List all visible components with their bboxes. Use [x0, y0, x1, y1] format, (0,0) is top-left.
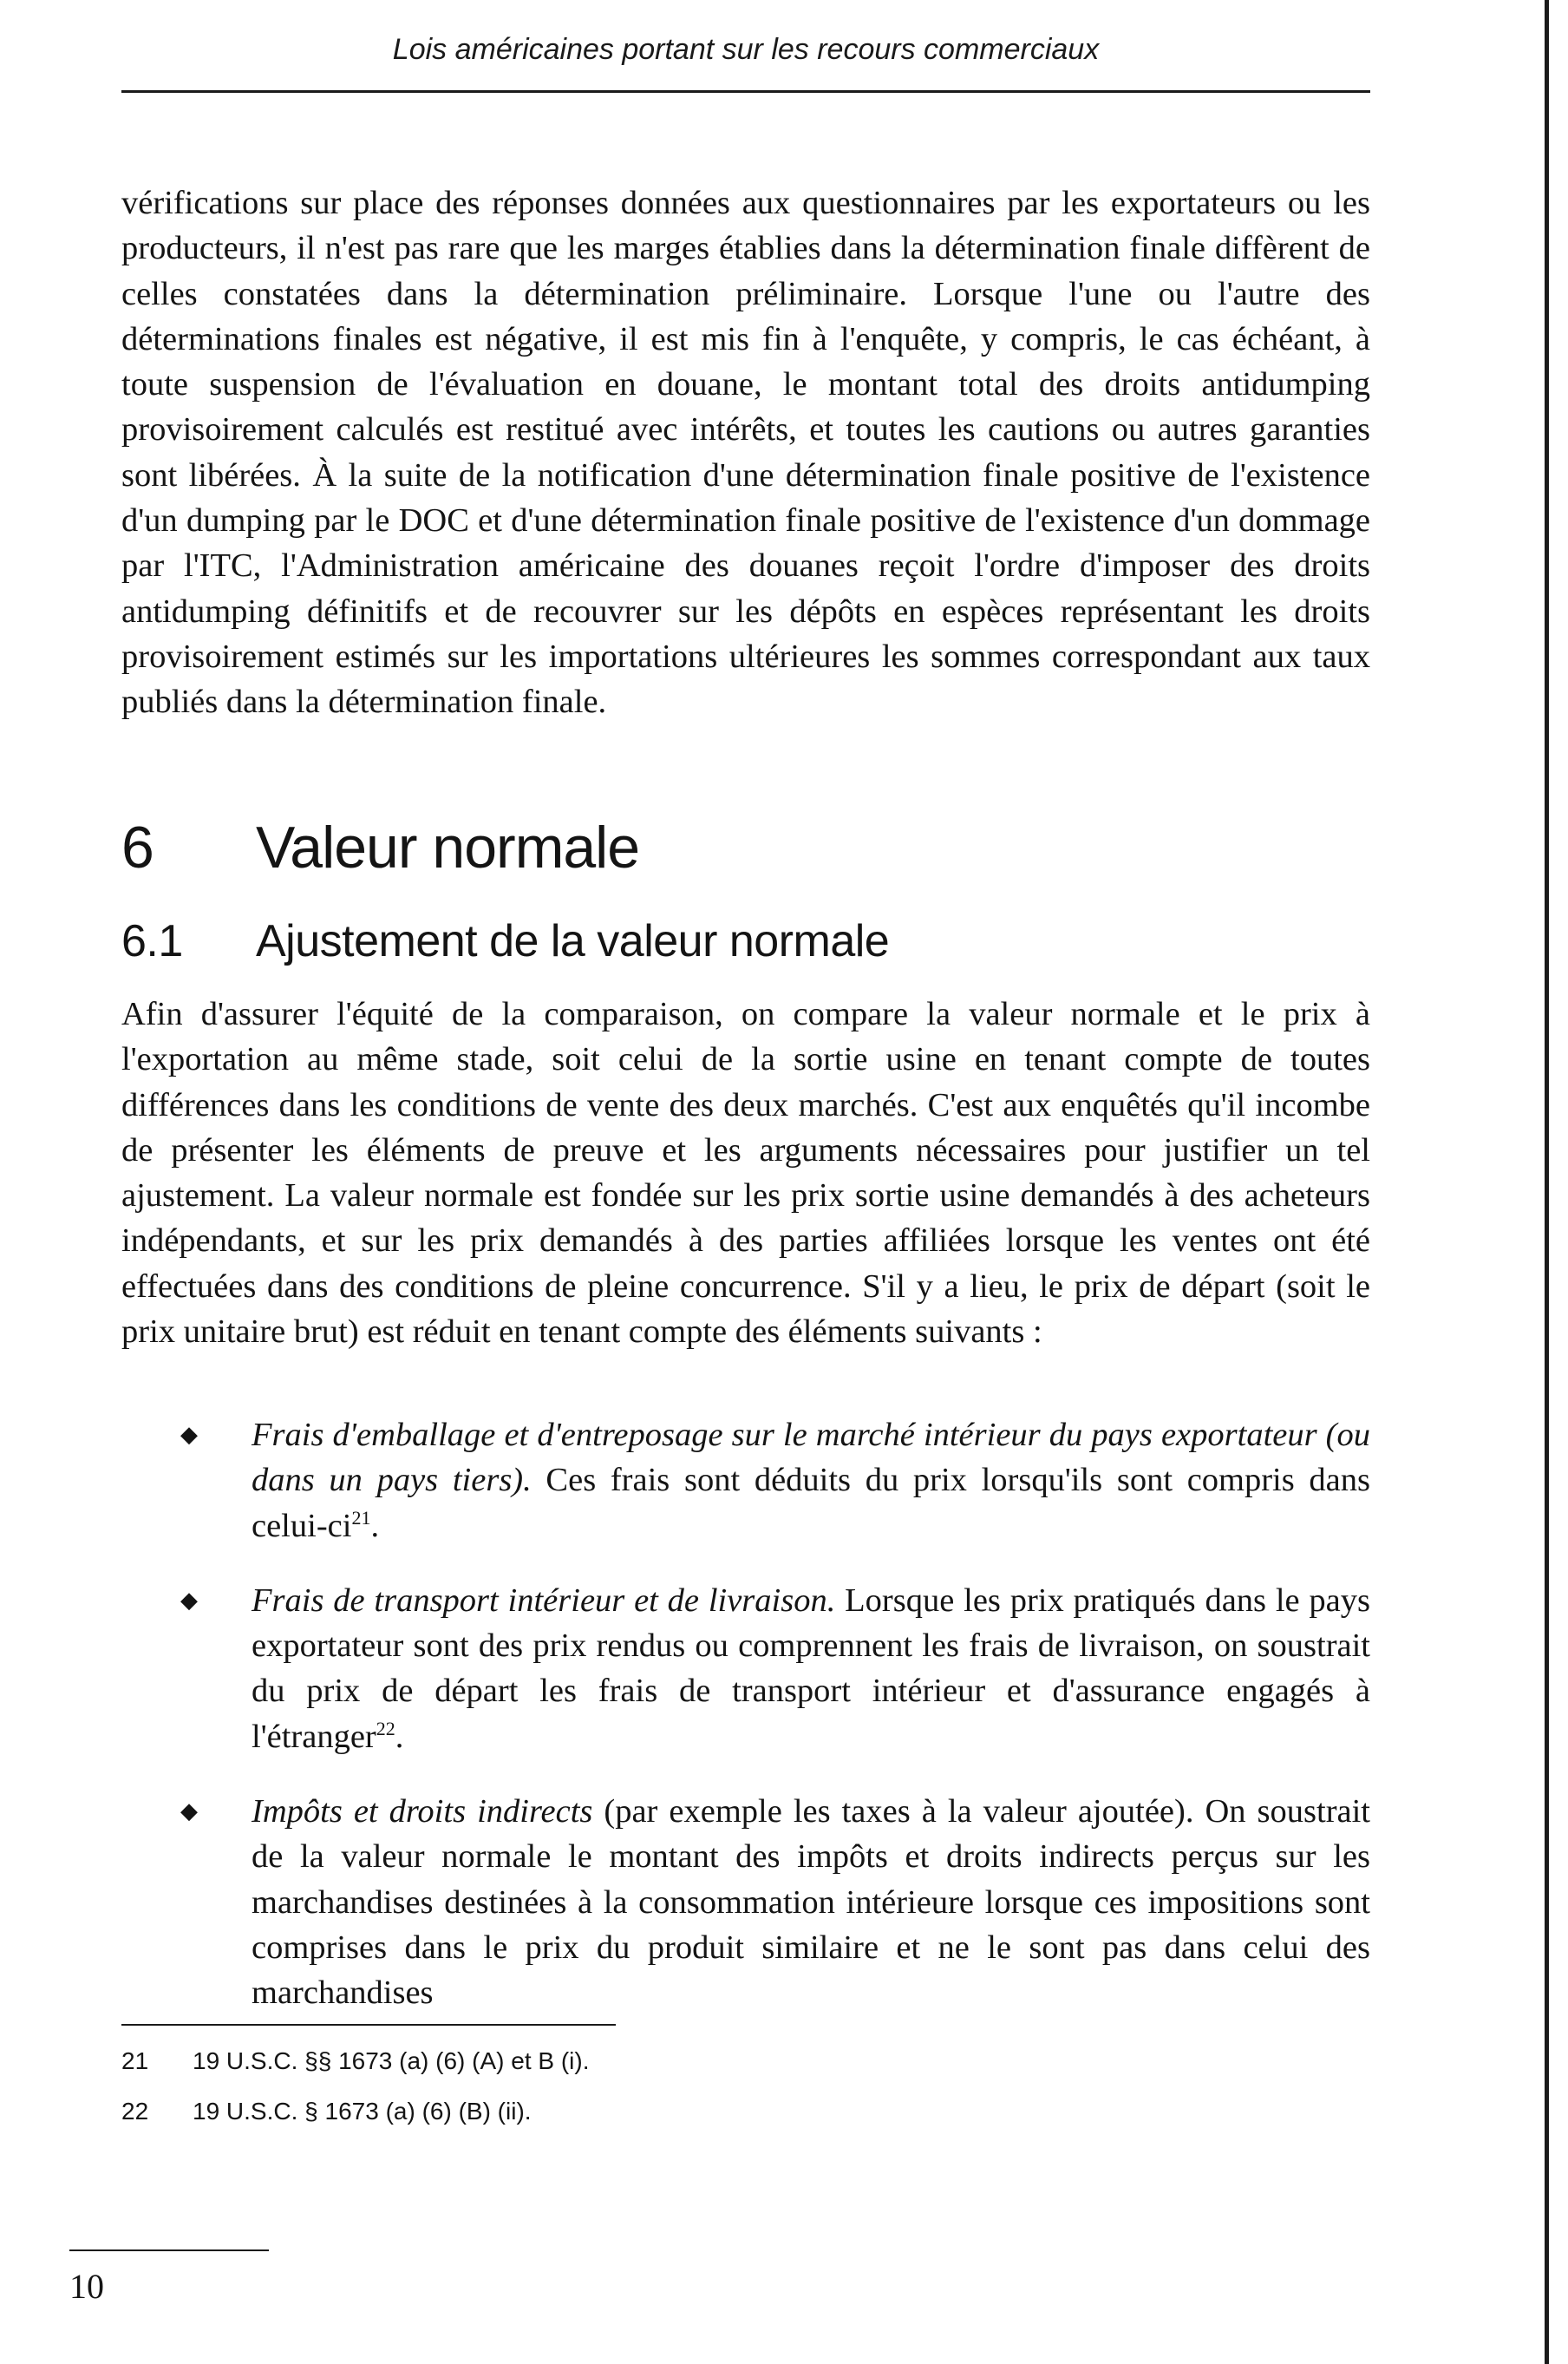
list-item-text: Lorsque les prix pratiqués dans le pays exportateur sont des prix rendus ou comprennent les frais de livraison, on soustrait du prix de départ les frais de transport intérieur et d'assurance engagés à l'étranger [252, 1581, 1370, 1755]
subsection-heading [121, 915, 889, 967]
diamond-bullet-icon: ◆ [180, 1587, 198, 1613]
list-item-text: Ces frais sont déduits du prix lorsqu'ils sont compris dans celui-ci [252, 1462, 1370, 1544]
footnote-ref[interactable]: 22 [376, 1717, 395, 1739]
list-item [121, 1789, 1370, 2015]
list-item-lead: Frais de transport intérieur et de livraison. [252, 1581, 836, 1619]
diamond-bullet-icon: ◆ [180, 1798, 198, 1824]
page-edge-border [1545, 0, 1549, 2364]
subsection-number: 6.1 [121, 916, 183, 966]
list-item-text: (par exemple les taxes à la valeur ajoutée). On soustrait de la valeur normale le montant des impôts et droits indirects perçus sur les marchandises destinées à la consommation intérieure lorsque ces impositions sont comprises dans le prix du produit similaire et ne le sont pas dans celui des marchandises [252, 1793, 1370, 2012]
footnote-number: 22 [121, 2098, 149, 2125]
running-header: Lois américaines portant sur les recours commerciaux [392, 33, 1100, 66]
section-heading [121, 814, 639, 881]
footnote-text: 19 U.S.C. § 1673 (a) (6) (B) (ii). [193, 2098, 532, 2125]
section-number: 6 [121, 815, 154, 881]
subsection-title: Ajustement de la valeur normale [256, 916, 890, 966]
footnote-ref[interactable]: 21 [351, 1506, 371, 1529]
header-rule [121, 90, 1370, 93]
footnote-22 [121, 2098, 989, 2125]
list-item: ◆ Frais de transport intérieur et de livraison. Lorsque les prix pratiqués dans le pays exportateur sont des prix rendus ou comprennent les frais de livraison, on soustrait du prix de départ les frais de transport intérieur et d'assurance engagés à l'étranger$^{22}$. [121, 1578, 1370, 1759]
diamond-bullet-icon: ◆ [180, 1422, 198, 1447]
body-paragraph-continued: vérifications sur place des réponses données aux questionnaires par les exportateurs ou les producteurs, il n'est pas rare que les marges établies dans la détermination finale diffèrent de celles constatées dans la détermination préliminaire. Lorsque l'une ou l'autre des déterminations finales est négative, il est mis fin à l'enquête, y compris, le cas échéant, à toute suspension de l'évaluation en douane, le montant total des droits antidumping provisoirement calculés est restitué avec intérêts, et toutes les cautions ou autres garanties sont libérées. À la suite de la notification d'une détermination finale positive de l'existence d'un dumping par le DOC et d'une détermination finale positive de l'existence d'un dommage par l'ITC, l'Administration américaine des douanes reçoit l'ordre d'imposer des droits antidumping définitifs et de recouvrer sur les dépôts en espèces représentant les droits provisoirement estimés sur les importations ultérieures les sommes correspondant aux taux publiés dans la détermination finale. [121, 185, 1370, 721]
folio-rule [69, 2249, 269, 2251]
list-item-lead: Impôts et droits indirects [252, 1793, 593, 1830]
footnote-21 [121, 2047, 989, 2075]
adjustment-list [121, 1412, 1370, 2046]
section-title: Valeur normale [256, 815, 640, 881]
list-item: ◆ Frais d'emballage et d'entreposage sur le marché intérieur du pays exportateur (ou dans un pays tiers). Ces frais sont déduits du prix lorsqu'ils sont compris dans celui-$ci^{21}$. [121, 1412, 1370, 1549]
body-paragraph-normal-value: Afin d'assurer l'équité de la comparaison, on compare la valeur normale et le prix à l'exportation au même stade, soit celui de la sortie usine en tenant compte de toutes différences dans les conditions de vente des deux marchés. C'est aux enquêtés qu'il incombe de présenter les éléments de preuve et les arguments nécessaires pour justifier un tel ajustement. La valeur normale est fondée sur les prix sortie usine demandés à des acheteurs indépendants, et sur les prix demandés à des parties affiliées lorsque les ventes ont été effectuées dans des conditions de pleine concurrence. S'il y a lieu, le prix de départ (soit le prix unitaire brut) est réduit en tenant compte des éléments suivants : [121, 996, 1370, 1351]
list-item-lead: Frais d'emballage et d'entreposage sur le marché intérieur du pays exportateur (ou dans un pays tiers). [252, 1417, 1370, 1499]
footnote-rule [121, 2024, 616, 2026]
footnote-number: 21 [121, 2047, 149, 2074]
page-number: 10 [69, 2267, 104, 2306]
footnote-text: 19 U.S.C. §§ 1673 (a) (6) (A) et B (i). [193, 2047, 590, 2074]
